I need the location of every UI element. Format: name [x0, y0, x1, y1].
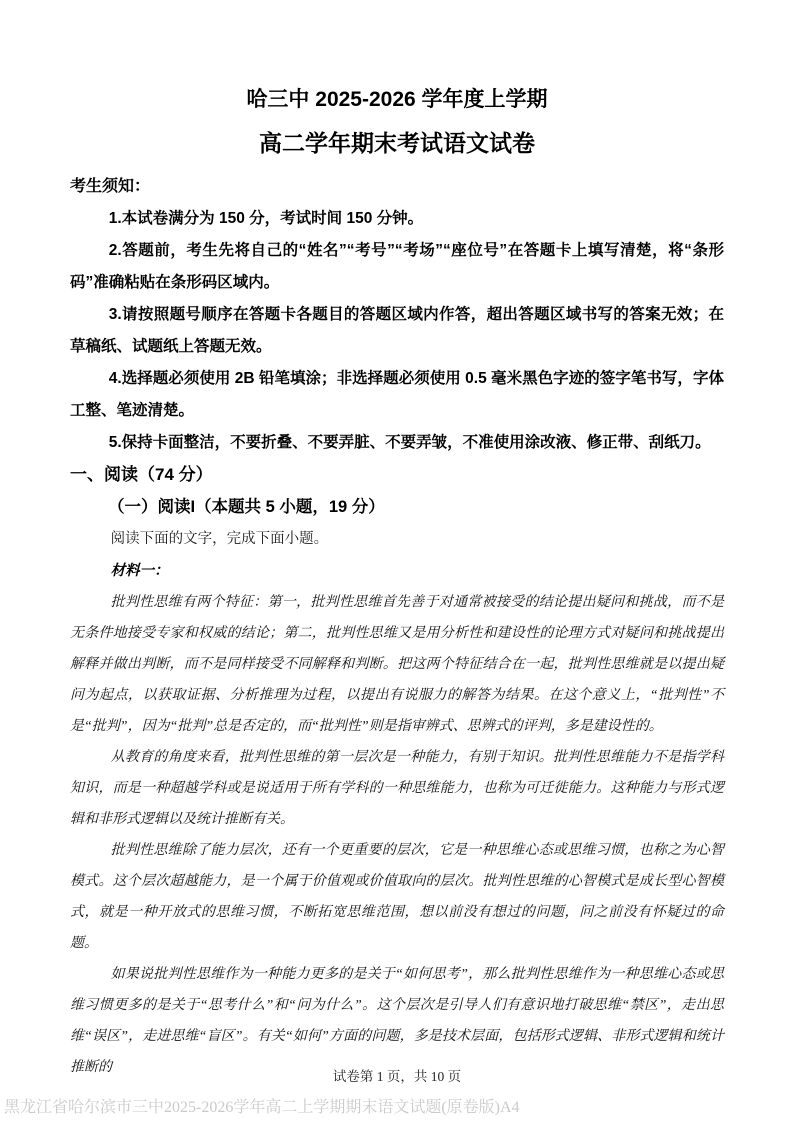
page-subtitle: 高二学年期末考试语文试卷	[259, 130, 535, 156]
notice-item-5: 5.保持卡面整洁，不要折叠、不要弄脏、不要弄皱，不准使用涂改液、修正带、刮纸刀。	[108, 434, 711, 451]
passage-paragraph-4: 如果说批判性思维作为一种能力更多的是关于“如何思考”，那么批判性思维作为一种思维心态或思维习惯更多的是关于“思考什么”和“问为什么”。这个层次是引导人们有意识地打破思维“禁区”，走出思维“误区”，走进思维“盲区”。有关“如何”方面的问题，多是技术层面，包括形式逻辑、非形式逻辑和统计推断的	[70, 967, 724, 1075]
passage-paragraph-3: 批判性思维除了能力层次，还有一个更重要的层次，它是一种思维心态或思维习惯，也称之为心智模式。这个层次超越能力，是一个属于价值观或价值取向的层次。批判性思维的心智模式是成长型心智模式，就是一种开放式的思维习惯，不断拓宽思维范围，想以前没有想过的问题，问之前没有怀疑过的命题。	[70, 843, 724, 951]
notice-heading: 考生须知：	[70, 178, 151, 195]
section-heading-reading: 一、阅读（74 分）	[70, 465, 213, 484]
notice-item-2: 2.答题前，考生先将自己的“姓名”“考号”“考场”“座位号”在答题卡上填写清楚，将“条形码”准确粘贴在条形码区域内。	[70, 242, 724, 291]
page-number-footer: 试卷第 1 页，共 10 页	[332, 1069, 462, 1084]
reading-instruction: 阅读下面的文字，完成下面小题。	[110, 531, 329, 547]
subsection-heading-reading-1: （一）阅读I（本题共 5 小题，19 分）	[107, 498, 385, 516]
passage-paragraph-2: 从教育的角度来看，批判性思维的第一层次是一种能力，有别于知识。批判性思维能力不是指学科知识，而是一种超越学科或是说适用于所有学科的一种思维能力，也称为可迁徙能力。这种能力与形式逻辑和非形式逻辑以及统计推断有关。	[70, 750, 724, 827]
page-title: 哈三中 2025-2026 学年度上学期	[246, 88, 548, 111]
material-one-label: 材料一：	[110, 563, 169, 579]
passage-paragraph-1: 批判性思维有两个特征：第一，批判性思维首先善于对通常被接受的结论提出疑问和挑战，而不是无条件地接受专家和权威的结论；第二，批判性思维又是用分析性和建设性的论理方式对疑问和挑战提出解释并做出判断，而不是同样接受不同解释和判断。把这两个特征结合在一起，批判性思维就是以提出疑问为起点，以获取证据、分析推理为过程，以提出有说服力的解答为结果。在这个意义上，“批判性”不是“批判”，因为“批判”总是否定的，而“批判性”则是指审辨式、思辨式的评判，多是建设性的。	[70, 595, 724, 734]
notice-item-3: 3.请按照题号顺序在答题卡各题目的答题区域内作答，超出答题区域书写的答案无效；在草稿纸、试题纸上答题无效。	[70, 306, 724, 355]
notice-item-4: 4.选择题必须使用 2B 铅笔填涂；非选择题必须使用 0.5 毫米黑色字迹的签字笔书写，字体工整、笔迹清楚。	[70, 370, 724, 419]
document-watermark: 黑龙江省哈尔滨市三中2025-2026学年高二上学期期末语文试题(原卷版)A4	[4, 1099, 520, 1116]
notice-item-1: 1.本试卷满分为 150 分，考试时间 150 分钟。	[108, 210, 424, 227]
